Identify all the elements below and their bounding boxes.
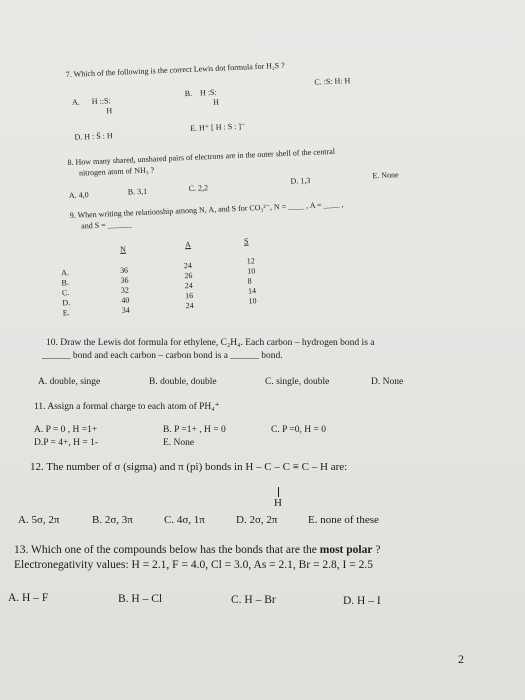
q7-option-c: C. :S: H: H (314, 76, 351, 87)
q10-option-c: C. single, double (265, 377, 330, 387)
q9-a-value: 16 (185, 290, 194, 301)
q11-option-a: A. P = 0 , H =1+ (34, 425, 98, 435)
q7-option-a: A. H ::S: (71, 96, 111, 107)
q13-electronegativity: Electronegativity values: H = 2.1, F = 4.0, Cl = 3.0, As = 2.1, Br = 2.8, I = 2.5 (14, 559, 373, 571)
q9-n-value: 36 (119, 265, 129, 275)
q8-option-b: B. 3,1 (127, 186, 148, 197)
upper-questions (0, 0, 525, 341)
q9-n-value: 36 (120, 275, 129, 285)
q9-n-value: 34 (121, 305, 130, 315)
q9-question-line2: and S = ______ (81, 219, 132, 231)
q7-option-e: E. H⁺ [ H : S : ]⁻ (190, 121, 246, 133)
q9-header-a: A (184, 239, 192, 250)
q10-question-line1: 10. Draw the Lewis dot formula for ethylene, C₂H₄. Each carbon – hydrogen bond is a (46, 338, 375, 348)
q7-option-b: B. H :S: (184, 87, 217, 99)
q12-option-e: E. none of these (308, 514, 379, 526)
q10-option-d: D. None (371, 377, 404, 387)
q9-s-value: 12 (246, 256, 255, 266)
q7-option-b-hydrogen: H (212, 97, 220, 107)
q9-label: C. (61, 288, 70, 298)
q7-option-a-hydrogen: H (106, 106, 113, 116)
q9-column-s (247, 256, 257, 306)
q12-branch-hydrogen: H (274, 497, 282, 509)
q9-a-value: 26 (184, 270, 193, 281)
q11-option-e: E. None (163, 438, 195, 448)
q12-option-c: C. 4σ, 1π (164, 514, 205, 526)
q13-option-b: B. H – Cl (118, 593, 163, 605)
q9-column-a (184, 261, 194, 311)
q11-option-d: D.P = 4+, H = 1- (34, 438, 99, 448)
q12-question: 12. The number of σ (sigma) and π (pi) bonds in H – C – C ≡ C – H are: (30, 461, 348, 473)
q8-option-c: C. 2,2 (188, 183, 209, 193)
q9-column-n (120, 266, 130, 316)
q9-s-value: 10 (247, 266, 256, 276)
q13-option-c: C. H – Br (231, 594, 276, 606)
q9-header-s: S (243, 236, 249, 246)
q9-row-labels (61, 268, 71, 318)
q11-option-c: C. P =0, H = 0 (271, 425, 326, 435)
q9-label: B. (61, 278, 70, 288)
page-number: 2 (458, 652, 464, 666)
q8-question-line2: nitrogen atom of NH₃ ? (78, 165, 155, 178)
q9-n-value: 32 (120, 285, 130, 295)
q12-option-b: B. 2σ, 3π (92, 514, 133, 526)
q9-question-line1: 9. When writing the relationship among N, A, and S for CO₃²⁻, N = ____ , A = ____ , (69, 199, 344, 221)
q9-s-value: 8 (247, 276, 252, 286)
q8-question-line1: 8. How many shared, unshared pairs of electrons are in the outer shell of the central (67, 146, 336, 168)
q9-a-value: 24 (184, 280, 193, 291)
q7-option-d: D. H : S̈ : H (74, 131, 113, 142)
q11-option-b: B. P =1+ , H = 0 (163, 425, 226, 435)
q8-option-a: A. 4,0 (68, 190, 89, 201)
q12-option-d: D. 2σ, 2π (236, 514, 278, 526)
q9-label: E. (62, 308, 70, 318)
q9-s-value: 10 (248, 296, 257, 306)
q11-question: 11. Assign a formal charge to each atom of PH₄⁺ (34, 402, 220, 412)
q9-s-value: 14 (247, 286, 257, 296)
q8-option-d: D. 1,3 (290, 175, 311, 186)
q10-question-line2: ______ bond and each carbon – carbon bond is a ______ bond. (42, 351, 283, 361)
q13-question: 13. Which one of the compounds below has the bonds that are the most polar ? (14, 544, 381, 556)
q7-question: 7. Which of the following is the correct Lewis dot formula for H₂S ? (65, 60, 285, 80)
q9-a-value: 24 (185, 300, 194, 311)
q10-option-a: A. double, singe (38, 377, 101, 387)
q9-label: A. (60, 268, 70, 278)
q9-a-value: 24 (183, 260, 193, 271)
q13-option-a: A. H – F (8, 592, 49, 604)
q9-n-value: 40 (121, 295, 130, 305)
q10-option-b: B. double, double (149, 377, 217, 387)
q13-most-polar: most polar (319, 544, 373, 556)
q9-header-n: N (120, 244, 127, 254)
q13-option-d: D. H – I (343, 595, 381, 607)
q8-option-e: E. None (372, 170, 399, 181)
q9-label: D. (62, 298, 71, 308)
q12-branch-bond (278, 487, 279, 497)
q12-option-a: A. 5σ, 2π (18, 514, 60, 526)
